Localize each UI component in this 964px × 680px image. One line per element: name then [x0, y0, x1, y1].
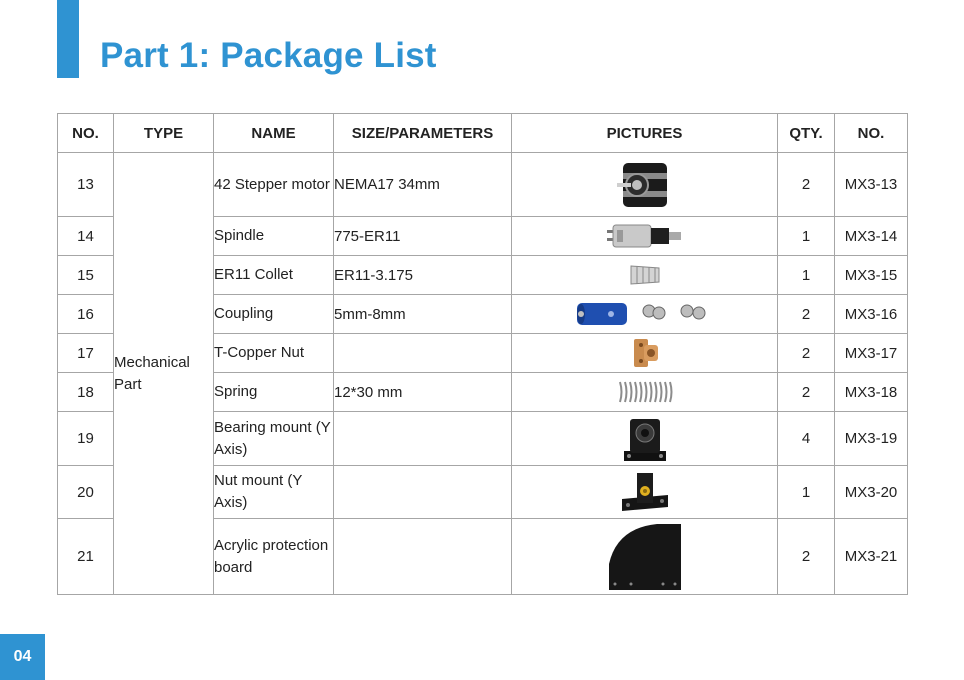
item-qty: 2 [778, 334, 835, 373]
row-number: 20 [58, 466, 114, 519]
spindle-icon [605, 221, 685, 251]
item-picture [512, 412, 778, 466]
item-qty: 1 [778, 256, 835, 295]
header-pictures: PICTURES [512, 114, 778, 153]
item-code: MX3-14 [835, 217, 908, 256]
row-number: 16 [58, 295, 114, 334]
item-picture [512, 217, 778, 256]
item-size: 775-ER11 [334, 217, 512, 256]
item-picture [512, 256, 778, 295]
item-qty: 2 [778, 295, 835, 334]
acrylic-board-icon [607, 522, 683, 592]
item-code: MX3-16 [835, 295, 908, 334]
item-code: MX3-15 [835, 256, 908, 295]
item-picture [512, 373, 778, 412]
item-name: Coupling [214, 295, 334, 334]
item-name: Nut mount (Y Axis) [214, 466, 334, 519]
item-qty: 1 [778, 466, 835, 519]
header-no: NO. [58, 114, 114, 153]
item-name: Acrylic protection board [214, 519, 334, 595]
spring-icon [616, 377, 674, 407]
item-size: 5mm-8mm [334, 295, 512, 334]
item-size [334, 519, 512, 595]
item-name: ER11 Collet [214, 256, 334, 295]
row-number: 15 [58, 256, 114, 295]
item-code: MX3-21 [835, 519, 908, 595]
item-size [334, 466, 512, 519]
collet-icon [625, 260, 665, 290]
page-title: Part 1: Package List [100, 36, 437, 75]
table-row [58, 153, 908, 217]
item-name: Bearing mount (Y Axis) [214, 412, 334, 466]
item-name: Spring [214, 373, 334, 412]
bearing-mount-icon [620, 415, 670, 463]
item-qty: 1 [778, 217, 835, 256]
item-picture [512, 153, 778, 217]
page-number-badge: 04 [0, 634, 45, 680]
item-name: 42 Stepper motor [214, 153, 334, 217]
item-size [334, 334, 512, 373]
row-number: 14 [58, 217, 114, 256]
stepper-motor-icon [615, 159, 675, 211]
item-code: MX3-20 [835, 466, 908, 519]
item-name: T-Copper Nut [214, 334, 334, 373]
item-size: NEMA17 34mm [334, 153, 512, 217]
item-qty: 2 [778, 519, 835, 595]
item-code: MX3-13 [835, 153, 908, 217]
header-qty: QTY. [778, 114, 835, 153]
coupling-icon [575, 299, 715, 329]
row-number: 13 [58, 153, 114, 217]
header-size-parameters: SIZE/PARAMETERS [334, 114, 512, 153]
item-code: MX3-17 [835, 334, 908, 373]
header-type: TYPE [114, 114, 214, 153]
row-number: 19 [58, 412, 114, 466]
row-number: 21 [58, 519, 114, 595]
item-code: MX3-19 [835, 412, 908, 466]
type-mechanical-part: Mechanical Part [114, 153, 214, 595]
package-list-table [57, 113, 908, 595]
item-picture [512, 334, 778, 373]
copper-nut-icon [628, 336, 662, 370]
header-code: NO. [835, 114, 908, 153]
item-size: 12*30 mm [334, 373, 512, 412]
item-size: ER11-3.175 [334, 256, 512, 295]
table-header-row [58, 114, 908, 153]
item-qty: 4 [778, 412, 835, 466]
item-picture [512, 519, 778, 595]
item-qty: 2 [778, 373, 835, 412]
item-code: MX3-18 [835, 373, 908, 412]
item-picture [512, 466, 778, 519]
row-number: 18 [58, 373, 114, 412]
item-name: Spindle [214, 217, 334, 256]
title-accent-bar [57, 0, 79, 78]
header-name: NAME [214, 114, 334, 153]
item-size [334, 412, 512, 466]
nut-mount-icon [620, 469, 670, 515]
row-number: 17 [58, 334, 114, 373]
item-picture [512, 295, 778, 334]
item-qty: 2 [778, 153, 835, 217]
